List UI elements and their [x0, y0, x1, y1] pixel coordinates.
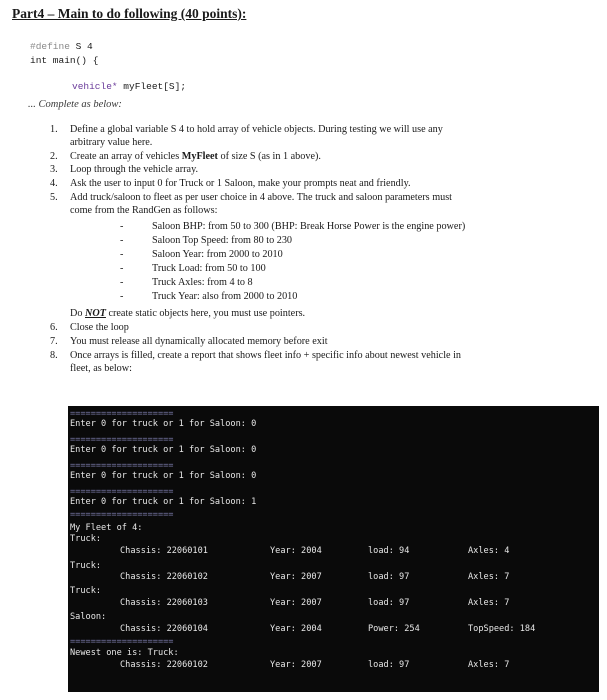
console-separator: ====================: [70, 510, 174, 520]
step-text: fleet, as below:: [70, 363, 132, 374]
vehicle-chassis: Chassis: 22060102: [120, 572, 208, 582]
vehicle-chassis: Chassis: 22060103: [120, 598, 208, 608]
console-separator: ====================: [70, 637, 174, 647]
param-item: Saloon Year: from 2000 to 2010: [152, 249, 283, 260]
step-number: 7.: [50, 336, 58, 347]
step-number: 4.: [50, 178, 58, 189]
code-main-line: int main() {: [30, 55, 99, 66]
not-emphasis: NOT: [85, 308, 106, 319]
param-dash: -: [120, 249, 124, 260]
console-separator: ====================: [70, 487, 174, 497]
param-item: Truck Load: from 50 to 100: [152, 263, 266, 274]
step-number: 5.: [50, 192, 58, 203]
console-prompt: Enter 0 for truck or 1 for Saloon: 0: [70, 419, 257, 429]
vehicle-param-2: TopSpeed: 184: [468, 624, 536, 634]
vehicle-year: Year: 2004: [270, 546, 322, 556]
vehicle-param-1: load: 94: [368, 546, 410, 556]
param-item: Saloon Top Speed: from 80 to 230: [152, 235, 293, 246]
vehicle-kind: Truck:: [70, 561, 102, 571]
param-item: Saloon BHP: from 50 to 300 (BHP: Break Horse Power is the engine power): [152, 221, 466, 232]
step-number: 3.: [50, 164, 58, 175]
step-number: 1.: [50, 124, 58, 135]
page-title: Part4 – Main to do following (40 points):: [12, 6, 247, 21]
newest-param-1: load: 97: [368, 660, 410, 670]
vehicle-kind: Truck:: [70, 534, 102, 544]
step-text: arbitrary value here.: [70, 137, 153, 148]
fleet-header: My Fleet of 4:: [70, 523, 143, 533]
do-not-note: [70, 307, 305, 320]
param-item: Truck Year: also from 2000 to 2010: [152, 291, 298, 302]
step-text: Close the loop: [70, 322, 129, 333]
vehicle-year: Year: 2007: [270, 598, 322, 608]
param-item: Truck Axles: from 4 to 8: [152, 277, 253, 288]
console-separator: ====================: [70, 435, 174, 445]
step-number: 2.: [50, 151, 58, 162]
step-text: Loop through the vehicle array.: [70, 164, 199, 175]
vehicle-param-1: load: 97: [368, 598, 410, 608]
step-number: 8.: [50, 350, 58, 361]
step-text-part: Create an array of vehicles: [70, 151, 182, 162]
vehicle-kind: Saloon:: [70, 612, 107, 622]
newest-year: Year: 2007: [270, 660, 322, 670]
vehicle-param-2: Axles: 7: [468, 598, 510, 608]
vehicle-year: Year: 2004: [270, 624, 322, 634]
param-dash: -: [120, 221, 124, 232]
myfleet-term: MyFleet: [181, 151, 218, 162]
param-dash: -: [120, 235, 124, 246]
console-separator: ====================: [70, 409, 174, 419]
step-text: Ask the user to input 0 for Truck or 1 Saloon, make your prompts neat and friendly.: [70, 178, 411, 189]
param-dash: -: [120, 263, 124, 274]
code-define-rest: S 4: [69, 41, 93, 52]
do-not-text: create static objects here, you must use pointers.: [105, 308, 306, 319]
vehicle-param-1: Power: 254: [368, 624, 420, 634]
console-prompt: Enter 0 for truck or 1 for Saloon: 0: [70, 471, 257, 481]
code-fleet-rest: myFleet[S];: [117, 81, 187, 92]
vehicle-chassis: Chassis: 22060104: [120, 624, 208, 634]
console-prompt: Enter 0 for truck or 1 for Saloon: 1: [70, 497, 257, 507]
console-output: [68, 406, 599, 692]
code-define-keyword: #define: [30, 41, 70, 52]
do-not-text: Do: [70, 308, 85, 319]
step-text: Add truck/saloon to fleet as per user choice in 4 above. The truck and saloon parameters must: [70, 192, 453, 203]
step-text: Once arrays is filled, create a report that shows fleet info + specific info about newest vehicle in: [70, 350, 462, 361]
step-text-part: of size S (as in 1 above).: [217, 151, 321, 162]
step-text: come from the RandGen as follows:: [70, 205, 218, 216]
vehicle-param-1: load: 97: [368, 572, 410, 582]
code-vehicle-type: vehicle*: [72, 81, 118, 92]
console-separator: ====================: [70, 461, 174, 471]
step-text: Define a global variable S 4 to hold array of vehicle objects. During testing we will use any: [70, 124, 443, 135]
complete-note: ... Complete as below:: [28, 99, 122, 110]
param-dash: -: [120, 291, 124, 302]
vehicle-chassis: Chassis: 22060101: [120, 546, 208, 556]
vehicle-param-2: Axles: 7: [468, 572, 510, 582]
newest-header: Newest one is: Truck:: [70, 648, 179, 658]
newest-param-2: Axles: 7: [468, 660, 510, 670]
step-text: You must release all dynamically allocated memory before exit: [70, 336, 328, 347]
newest-chassis: Chassis: 22060102: [120, 660, 208, 670]
console-prompt: Enter 0 for truck or 1 for Saloon: 0: [70, 445, 257, 455]
param-dash: -: [120, 277, 124, 288]
step-number: 6.: [50, 322, 58, 333]
vehicle-kind: Truck:: [70, 586, 102, 596]
vehicle-year: Year: 2007: [270, 572, 322, 582]
vehicle-param-2: Axles: 4: [468, 546, 510, 556]
